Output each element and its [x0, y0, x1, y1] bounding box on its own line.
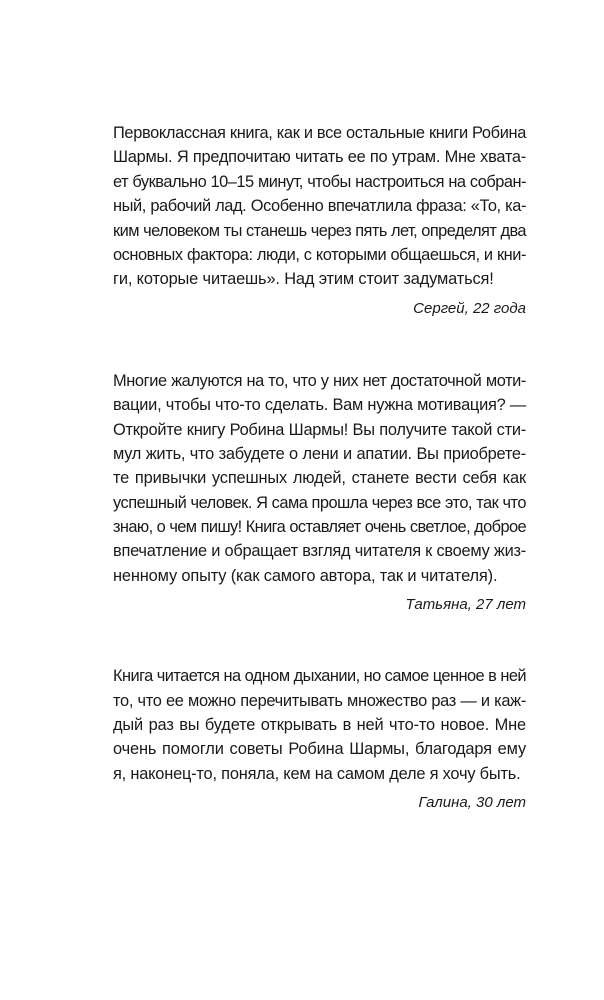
- review-text-line: я, наконец-то, поняла, кем на самом деле я хочу быть.: [113, 764, 521, 783]
- review-text-line: дый раз вы будете открывать в ней что-то новое. Мне: [113, 716, 526, 735]
- review-author: Сергей, 22 года: [413, 299, 526, 317]
- review-text-line: впечатление и обращает взгляд читателя к своему жиз-: [113, 542, 526, 561]
- review-tatyana: [113, 369, 526, 618]
- review-text-line: ет буквально 10–15 минут, чтобы настроиться на собран-: [113, 172, 526, 191]
- review-text-line: знаю, о чем пишу! Книга оставляет очень светлое, доброе: [113, 518, 526, 537]
- review-text-line: основных фактора: люди, с которыми общаешься, и кни-: [113, 245, 526, 264]
- review-author: Татьяна, 27 лет: [405, 596, 526, 614]
- review-text-line: ги, которые читаешь». Над этим стоит задуматься!: [113, 270, 494, 289]
- review-text-line: то, что ее можно перечитывать множество раз — и каж-: [113, 691, 526, 710]
- review-text-line: ненному опыту (как самого автора, так и читателя).: [113, 566, 498, 585]
- review-author: Галина, 30 лет: [418, 794, 526, 812]
- review-text-line: ким человеком ты станешь через пять лет, определят два: [113, 221, 526, 240]
- review-text-line: ный, рабочий лад. Особенно впечатлила фраза: «То, ка-: [113, 197, 526, 216]
- review-text-line: успешный человек. Я сама прошла через все это, так что: [113, 493, 526, 512]
- review-text-line: вации, чтобы что-то сделать. Вам нужна мотивация? —: [113, 396, 526, 415]
- review-text-line: очень помогли советы Робина Шармы, благодаря ему: [113, 740, 526, 759]
- reviews-page: [113, 121, 526, 815]
- review-galina: [113, 664, 526, 815]
- review-text-line: Многие жалуются на то, что у них нет достаточной моти-: [113, 371, 526, 390]
- review-text-line: Откройте книгу Робина Шармы! Вы получите такой сти-: [113, 420, 526, 439]
- review-sergey: [113, 121, 526, 321]
- review-text-line: мул жить, что забудете о лени и апатии. Вы приобрете-: [113, 444, 526, 463]
- review-text-line: Шармы. Я предпочитаю читать ее по утрам. Мне хвата-: [113, 148, 526, 167]
- review-text-line: Книга читается на одном дыхании, но самое ценное в ней: [113, 667, 526, 686]
- review-text-line: те привычки успешных людей, станете вести себя как: [113, 469, 526, 488]
- review-text-line: Первоклассная книга, как и все остальные книги Робина: [113, 124, 526, 142]
